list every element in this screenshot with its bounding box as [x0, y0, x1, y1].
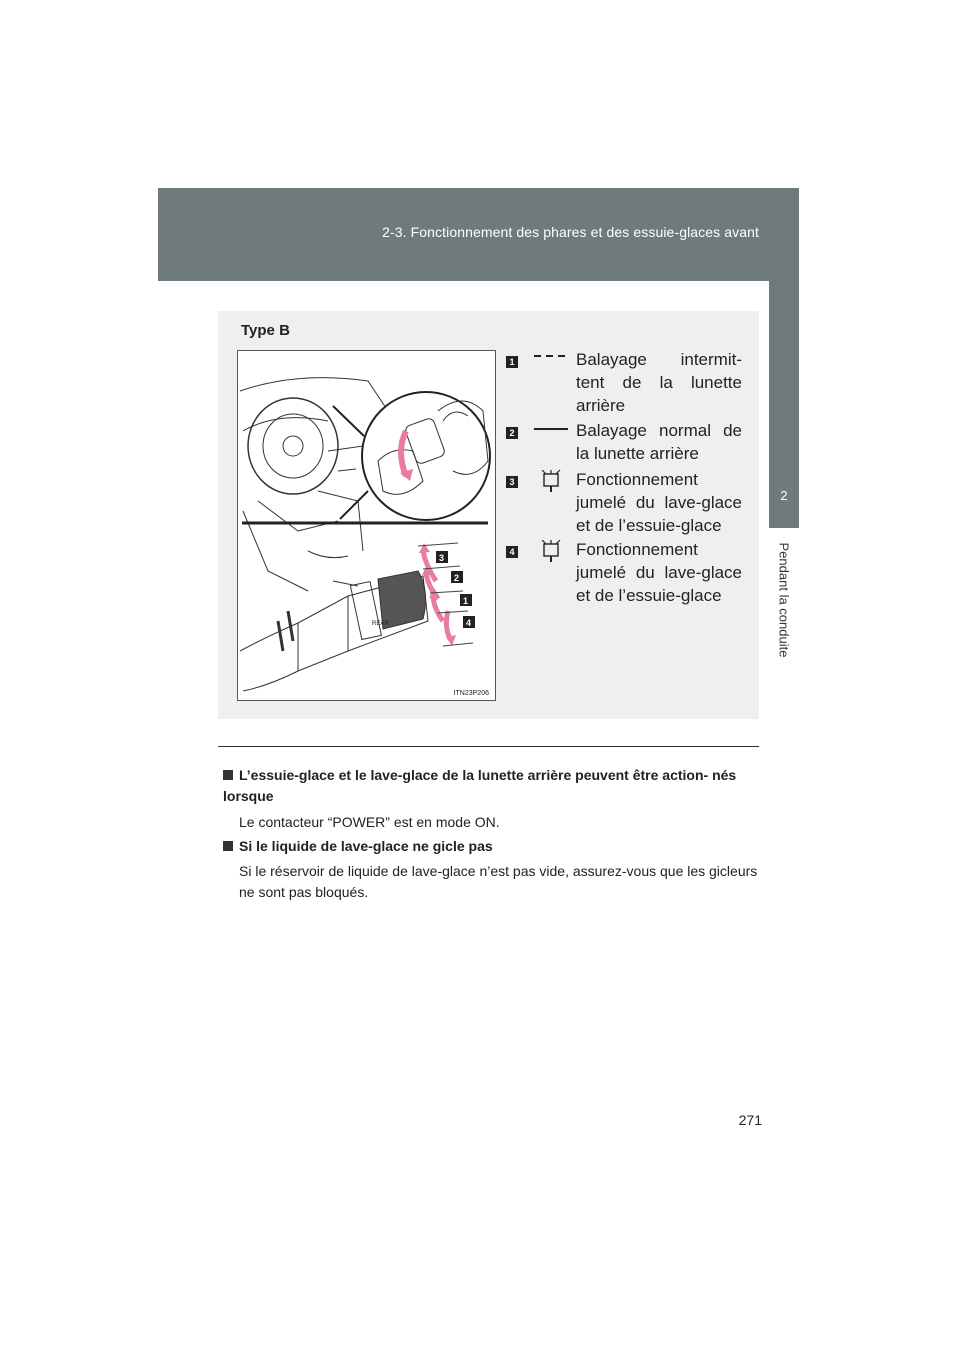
rear-label: REAR: [372, 621, 389, 627]
dashed-line-icon: [526, 350, 574, 374]
callout-1: 1: [463, 596, 469, 606]
note-heading-text: Si le liquide de lave-glace ne gicle pas: [239, 838, 493, 854]
chapter-number: 2: [780, 488, 788, 503]
figure-code: ITN23P206: [453, 690, 489, 697]
legend-text: Fonctionnement jumelé du lave-glace et de l’essuie-glace: [576, 540, 742, 605]
section-divider: [218, 746, 759, 747]
note-heading-text: L’essuie-glace et le lave-glace de la lunette arrière peuvent être action- nés lorsque: [223, 767, 737, 804]
washer-icon: [526, 540, 574, 564]
zoom-circle: [362, 392, 490, 520]
figure-title: Type B: [241, 322, 290, 339]
callout-4: 4: [466, 618, 472, 628]
legend-badge: 3: [506, 476, 518, 488]
page-number: 271: [738, 1112, 762, 1128]
note-body: Le contacteur “POWER” est en mode ON.: [239, 814, 500, 830]
note-1: [223, 765, 758, 833]
legend-text: Balayage normal de la lunette arrière: [576, 421, 742, 463]
solid-line-icon: [526, 421, 574, 445]
legend-badge: 4: [506, 546, 518, 558]
bullet-square-icon: [223, 841, 233, 851]
dashboard-drawing: [240, 378, 388, 591]
note-heading: [223, 836, 758, 857]
callout-3: 3: [439, 553, 445, 563]
callout-2: 2: [454, 573, 460, 583]
note-heading: [223, 765, 758, 807]
lever-drawing: [240, 571, 428, 691]
wiper-lever-illustration: [237, 350, 496, 701]
legend-text: Balayage intermit- tent de la lunette arrière: [576, 350, 742, 415]
note-2: [223, 836, 758, 903]
legend-badge: 2: [506, 427, 518, 439]
note-body: Si le réservoir de liquide de lave-glace n’est pas vide, assurez-vous que les gicleurs ne sont pas bloqués.: [239, 863, 758, 900]
section-title: 2-3. Fonctionnement des phares et des essuie-glaces avant: [382, 224, 759, 240]
legend-badge: 1: [506, 356, 518, 368]
chapter-header: [158, 188, 799, 281]
washer-icon: [526, 470, 574, 494]
legend-text: Fonctionnement jumelé du lave-glace et de l’essuie-glace: [576, 470, 742, 535]
illustration-svg: [238, 351, 495, 700]
bullet-square-icon: [223, 770, 233, 780]
chapter-label: Pendant la conduite: [776, 542, 792, 658]
side-tab-bar: [769, 188, 799, 463]
